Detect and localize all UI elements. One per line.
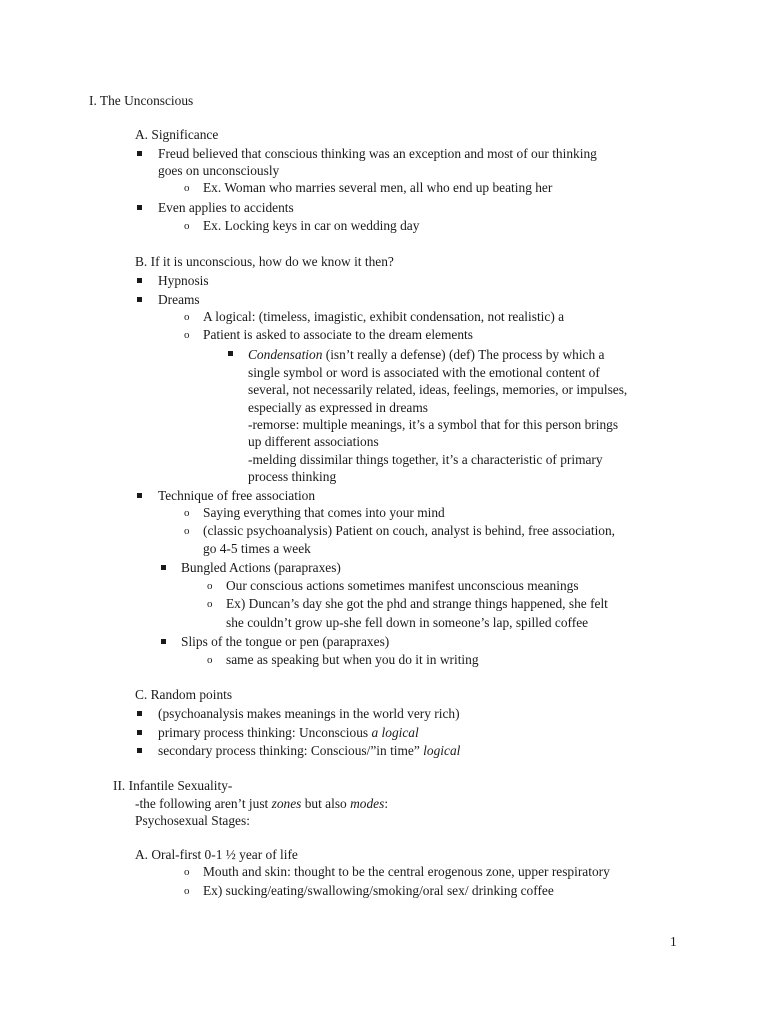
sub-bullet-marker: o <box>184 329 190 341</box>
condensation-line: process thinking <box>248 469 337 484</box>
sub-bullet-text: Patient is asked to associate to the dream elements <box>203 327 473 342</box>
subsection-heading: B. If it is unconscious, how do we know it then? <box>135 254 394 269</box>
section-title: II. Infantile Sexuality- <box>113 778 233 793</box>
page-number: 1 <box>670 934 677 949</box>
bullet-text: Dreams <box>158 292 200 307</box>
subsection-heading: A. Oral-first 0-1 ½ year of life <box>135 847 298 862</box>
condensation-line: -remorse: multiple meanings, it’s a symbol that for this person brings <box>248 417 619 432</box>
sub-bullet-text-continued: she couldn’t grow up-she fell down in someone’s lap, spilled coffee <box>226 615 589 630</box>
zones-text: : <box>384 796 389 811</box>
sub-bullet-text: Ex. Locking keys in car on wedding day <box>203 218 420 233</box>
condensation-definition: (isn’t really a defense) (def) The process by which a <box>322 347 605 362</box>
sub-bullet-marker: o <box>207 598 213 610</box>
sub-bullet-marker: o <box>207 580 213 592</box>
sub-bullet-marker: o <box>207 654 213 666</box>
sub-bullet-text: Our conscious actions sometimes manifest unconscious meanings <box>226 578 579 593</box>
condensation-line: up different associations <box>248 434 379 449</box>
bullet-marker <box>161 639 166 644</box>
stages-label: Psychosexual Stages: <box>135 813 250 828</box>
bullet-text <box>158 742 460 759</box>
bullet-marker <box>137 151 142 156</box>
primary-process-emphasis: a logical <box>371 725 419 740</box>
condensation-line: especially as expressed in dreams <box>248 400 428 415</box>
secondary-process-emphasis: logical <box>423 743 461 758</box>
condensation-line <box>248 346 605 363</box>
sub-bullet-text: Saying everything that comes into your mind <box>203 505 445 520</box>
bullet-text-continued: goes on unconsciously <box>158 163 280 178</box>
sub-bullet-text: (classic psychoanalysis) Patient on couch, analyst is behind, free association, <box>203 523 616 538</box>
bullet-text: Slips of the tongue or pen (parapraxes) <box>181 634 390 649</box>
sub-bullet-marker: o <box>184 507 190 519</box>
bullet-marker <box>137 297 142 302</box>
bullet-marker <box>137 730 142 735</box>
sub-bullet-marker: o <box>184 866 190 878</box>
bullet-text: Bungled Actions (parapraxes) <box>181 560 341 575</box>
bullet-marker <box>137 711 142 716</box>
sub-bullet-marker: o <box>184 311 190 323</box>
sub-bullet-marker: o <box>184 182 190 194</box>
condensation-line: several, not necessarily related, ideas, feelings, memories, or impulses, <box>248 382 628 397</box>
sub-bullet-text: A logical: (timeless, imagistic, exhibit condensation, not realistic) a <box>203 309 565 324</box>
zones-text: but also <box>301 796 351 811</box>
bullet-text: (psychoanalysis makes meanings in the world very rich) <box>158 706 460 721</box>
zones-emphasis: zones <box>271 796 302 811</box>
bullet-marker <box>228 351 233 356</box>
bullet-text: Hypnosis <box>158 273 209 288</box>
bullet-text: Technique of free association <box>158 488 316 503</box>
sub-bullet-text: same as speaking but when you do it in writing <box>226 652 479 667</box>
sub-bullet-marker: o <box>184 525 190 537</box>
bullet-marker <box>137 205 142 210</box>
sub-bullet-text: Mouth and skin: thought to be the central erogenous zone, upper respiratory <box>203 864 610 879</box>
bullet-marker <box>137 278 142 283</box>
bullet-marker <box>161 565 166 570</box>
bullet-text: Even applies to accidents <box>158 200 294 215</box>
subsection-heading: C. Random points <box>135 687 233 702</box>
primary-process-text: primary process thinking: Unconscious <box>158 725 372 740</box>
sub-bullet-text: Ex. Woman who marries several men, all who end up beating her <box>203 180 553 195</box>
sub-bullet-marker: o <box>184 220 190 232</box>
secondary-process-text: secondary process thinking: Conscious/”in time” <box>158 743 424 758</box>
zones-text: -the following aren’t just <box>135 796 272 811</box>
bullet-marker <box>137 748 142 753</box>
section-title: I. The Unconscious <box>89 93 194 108</box>
sub-bullet-text: Ex) sucking/eating/swallowing/smoking/oral sex/ drinking coffee <box>203 883 554 898</box>
bullet-text: Freud believed that conscious thinking was an exception and most of our thinking <box>158 146 597 161</box>
modes-emphasis: modes <box>350 796 385 811</box>
zones-line <box>135 795 388 812</box>
sub-bullet-marker: o <box>184 885 190 897</box>
sub-bullet-text: Ex) Duncan’s day she got the phd and strange things happened, she felt <box>226 596 608 611</box>
bullet-marker <box>137 493 142 498</box>
subsection-heading: A. Significance <box>135 127 219 142</box>
condensation-line: -melding dissimilar things together, it’s a characteristic of primary <box>248 452 603 467</box>
bullet-text <box>158 724 419 741</box>
condensation-line: single symbol or word is associated with the emotional content of <box>248 365 600 380</box>
condensation-term: Condensation <box>248 347 323 362</box>
sub-bullet-text-continued: go 4-5 times a week <box>203 541 311 556</box>
